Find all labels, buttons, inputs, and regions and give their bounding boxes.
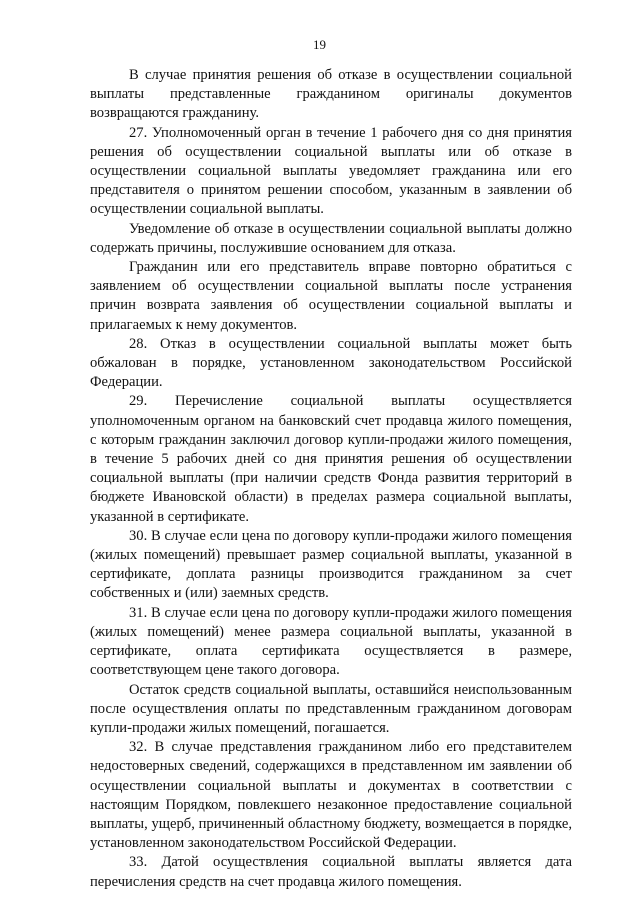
page-number: 19 <box>313 37 326 52</box>
paragraph-32: 32. В случае представления гражданином либо его представителем недостоверных сведений, содержащихся в представленном им заявлении об осуществлении социальной выплаты и документах в соответствии с настоящим Порядком, повлекшего незаконное предоставление социальной выплаты, ущерб, причиненный областному бюджету, возмещается в порядке, установленном законодательством Российской Федерации. <box>90 739 572 852</box>
paragraph-30: 30. В случае если цена по договору купли-продажи жилого помещения (жилых помещений) превышает размер социальной выплаты, указанной в сертификате, доплата разницы производится гражданином за счет собственных и (или) заемных средств. <box>90 527 572 602</box>
paragraph-33: 33. Датой осуществления социальной выплаты является дата перечисления средств на счет продавца жилого помещения. <box>90 854 572 890</box>
document-body <box>90 66 572 892</box>
paragraph-29: 29. Перечисление социальной выплаты осуществляется уполномоченным органом на банковский счет продавца жилого помещения, с которым гражданин заключил договор купли-продажи жилого помещения, в течение 5 рабочих дней со дня принятия решения об осуществлении социальной выплаты (при наличии средств Фонда развития территорий в бюджете Ивановской области) в пределах размера социальной выплаты, указанной в сертификате. <box>90 393 572 525</box>
paragraph-repeat-application: Гражданин или его представитель вправе повторно обратиться с заявлением об осуществлении социальной выплаты после устранения причин возврата заявления об осуществлении социальной выплаты и прилагаемых к нему документов. <box>90 259 572 333</box>
paragraph-31: 31. В случае если цена по договору купли-продажи жилого помещения (жилых помещений) менее размера социальной выплаты, указанной в сертификате, оплата сертификата осуществляется в размере, соответствующем цене такого договора. <box>90 604 572 679</box>
paragraph-27: 27. Уполномоченный орган в течение 1 рабочего дня со дня принятия решения об осуществлении социальной выплаты или об отказе в осуществлении социальной выплаты уведомляет гражданина или его представителя о принятом решении способом, указанным в заявлении об осуществлении социальной выплаты. <box>90 124 572 218</box>
paragraph-refusal-originals-returned: В случае принятия решения об отказе в осуществлении социальной выплаты представленные гражданином оригиналы документов возвращаются гражданину. <box>90 67 572 122</box>
paragraph-remaining-funds: Остаток средств социальной выплаты, оставшийся неиспользованным после осуществления оплаты по представленным гражданином договорам купли-продажи жилых помещений, погашается. <box>90 681 572 736</box>
paragraph-28: 28. Отказ в осуществлении социальной выплаты может быть обжалован в порядке, установленном законодательством Российской Федерации. <box>90 335 572 391</box>
paragraph-refusal-notice: Уведомление об отказе в осуществлении социальной выплаты должно содержать причины, послужившие основанием для отказа. <box>90 220 572 256</box>
